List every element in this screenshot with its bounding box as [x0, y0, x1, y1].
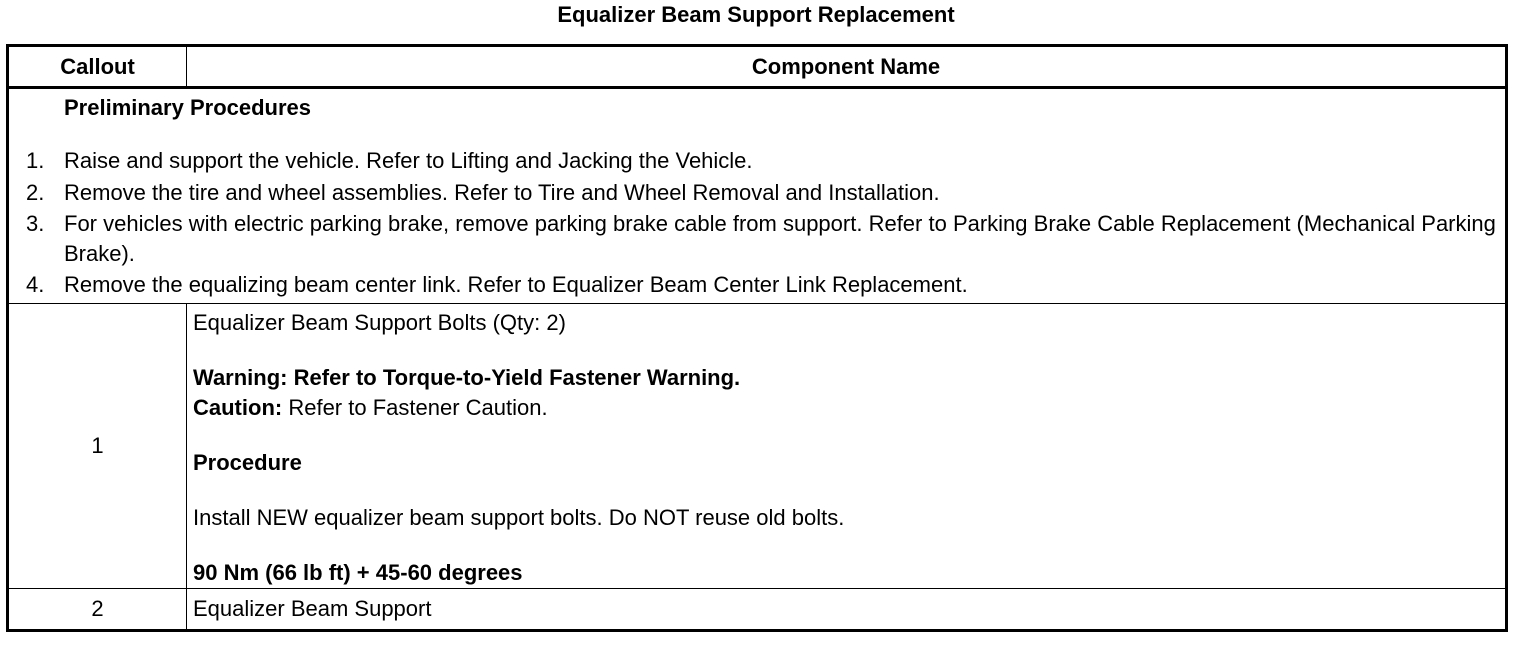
step-number: 2.: [26, 180, 45, 205]
step-text: Remove the equalizing beam center link. Refer to Equalizer Beam Center Link Replacement.: [64, 272, 968, 297]
header-callout: Callout: [8, 46, 187, 88]
preliminary-cell: [8, 88, 1507, 304]
step-number: 3.: [26, 211, 45, 236]
preliminary-steps-list: [9, 145, 1505, 301]
document-title: Equalizer Beam Support Replacement: [557, 2, 955, 27]
preliminary-step: [9, 145, 1505, 177]
torque-spec: 90 Nm (66 lb ft) + 45-60 degrees: [193, 560, 523, 585]
step-text: For vehicles with electric parking brake, remove parking brake cable from support. Refer to Parking Brake Cable Replacement (Mechanical Parking Brake).: [64, 211, 1496, 266]
preliminary-step: [9, 209, 1505, 269]
preliminary-step: [9, 269, 1505, 301]
warning-text: Refer to Torque-to-Yield Fastener Warning.: [293, 365, 741, 390]
caution-label: Caution:: [193, 395, 283, 420]
component-name: Equalizer Beam Support Bolts (Qty: 2): [193, 310, 566, 335]
component-name: Equalizer Beam Support: [187, 589, 1507, 631]
callout-cell: 2: [8, 589, 187, 631]
table-row: [8, 304, 1507, 589]
warning-line: [193, 363, 1505, 393]
component-table: [6, 44, 1508, 632]
step-text: Remove the tire and wheel assemblies. Refer to Tire and Wheel Removal and Installation.: [64, 180, 940, 205]
caution-line: [193, 393, 1505, 423]
procedure-heading: Procedure: [193, 450, 302, 475]
step-number: 1.: [26, 148, 45, 173]
preliminary-row: [8, 88, 1507, 304]
warning-label: Warning:: [193, 365, 288, 390]
caution-text: Refer to Fastener Caution.: [288, 395, 548, 420]
callout-cell: 1: [8, 304, 187, 589]
step-text: Raise and support the vehicle. Refer to Lifting and Jacking the Vehicle.: [64, 148, 753, 173]
step-number: 4.: [26, 272, 45, 297]
table-row: [8, 589, 1507, 631]
component-cell: [187, 304, 1507, 589]
header-component-name: Component Name: [187, 46, 1507, 88]
preliminary-heading: Preliminary Procedures: [64, 95, 312, 120]
preliminary-step: [9, 177, 1505, 209]
procedure-text: Install NEW equalizer beam support bolts. Do NOT reuse old bolts.: [193, 505, 845, 530]
table-header-row: [8, 46, 1507, 88]
